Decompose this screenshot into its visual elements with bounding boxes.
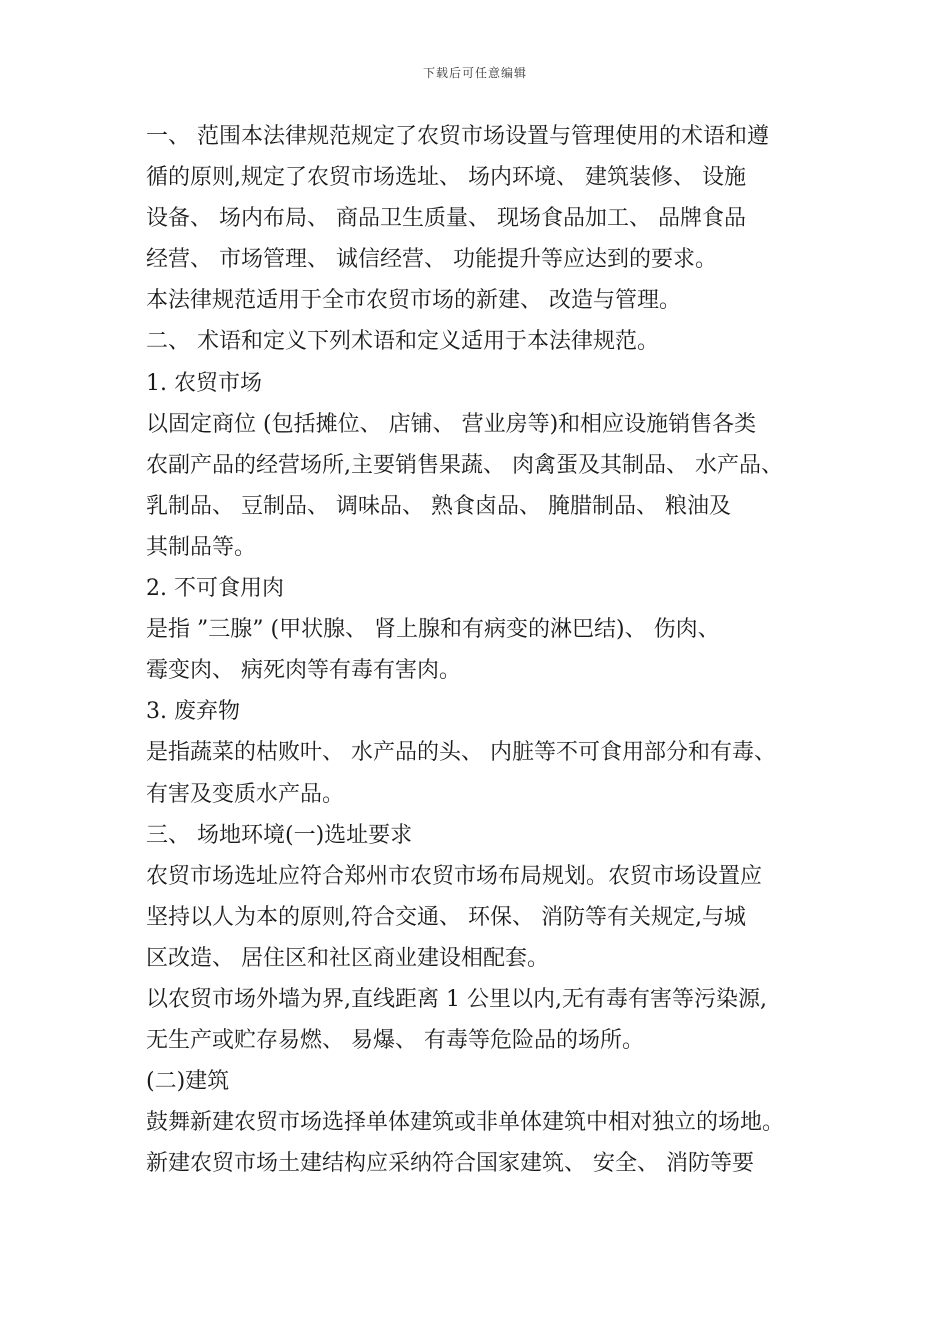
text-line: 无生产或贮存易燃、 易爆、 有毒等危险品的场所。: [146, 1028, 644, 1054]
text-line: 霉变肉、 病死肉等有毒有害肉。: [146, 658, 461, 684]
text-line: 区改造、 居住区和社区商业建设相配套。: [146, 945, 549, 971]
text-line: 有害及变质水产品。: [146, 781, 345, 807]
text-line: 以固定商位 (包括摊位、 店铺、 营业房等)和相应设施销售各类: [146, 411, 757, 437]
text-line: 经营、 市场管理、 诚信经营、 功能提升等应达到的要求。: [146, 247, 717, 273]
text-line: 3. 废弃物: [146, 699, 240, 725]
text-line: 2. 不可食用肉: [146, 576, 284, 602]
text-line: 乳制品、 豆制品、 调味品、 熟食卤品、 腌腊制品、 粮油及: [146, 493, 731, 519]
document-body: [146, 116, 826, 1184]
text-line: 1. 农贸市场: [146, 370, 262, 396]
text-line: 坚持以人为本的原则,符合交通、 环保、 消防等有关规定,与城: [146, 904, 746, 930]
text-line: 鼓舞新建农贸市场选择单体建筑或非单体建筑中相对独立的场地。: [146, 1110, 785, 1136]
text-line: 农贸市场选址应符合郑州市农贸市场布局规划。农贸市场设置应: [146, 863, 763, 889]
text-line: 设备、 场内布局、 商品卫生质量、 现场食品加工、 品牌食品: [146, 206, 746, 232]
text-line: 循的原则,规定了农贸市场选址、 场内环境、 建筑装修、 设施: [146, 165, 746, 191]
text-line: 是指 ”三腺” (甲状腺、 肾上腺和有病变的淋巴结)、 伤肉、: [146, 617, 720, 643]
text-line: 二、 术语和定义下列术语和定义适用于本法律规范。: [146, 329, 659, 355]
text-line: 本法律规范适用于全市农贸市场的新建、 改造与管理。: [146, 288, 681, 314]
text-line: 三、 场地环境(一)选址要求: [146, 822, 413, 848]
text-line: (二)建筑: [146, 1069, 230, 1095]
text-line: 农副产品的经营场所,主要销售果蔬、 肉禽蛋及其制品、 水产品、: [146, 452, 783, 478]
header-note: 下载后可任意编辑: [422, 66, 527, 80]
text-line: 新建农贸市场土建结构应采纳符合国家建筑、 安全、 消防等要: [146, 1151, 754, 1177]
text-line: 是指蔬菜的枯败叶、 水产品的头、 内脏等不可食用部分和有毒、: [146, 740, 776, 766]
text-line: 其制品等。: [146, 534, 257, 560]
text-line: 一、 范围本法律规范规定了农贸市场设置与管理使用的术语和遵: [146, 124, 769, 149]
text-line: 以农贸市场外墙为界,直线距离 1 公里以内,无有毒有害等污染源,: [146, 986, 767, 1012]
